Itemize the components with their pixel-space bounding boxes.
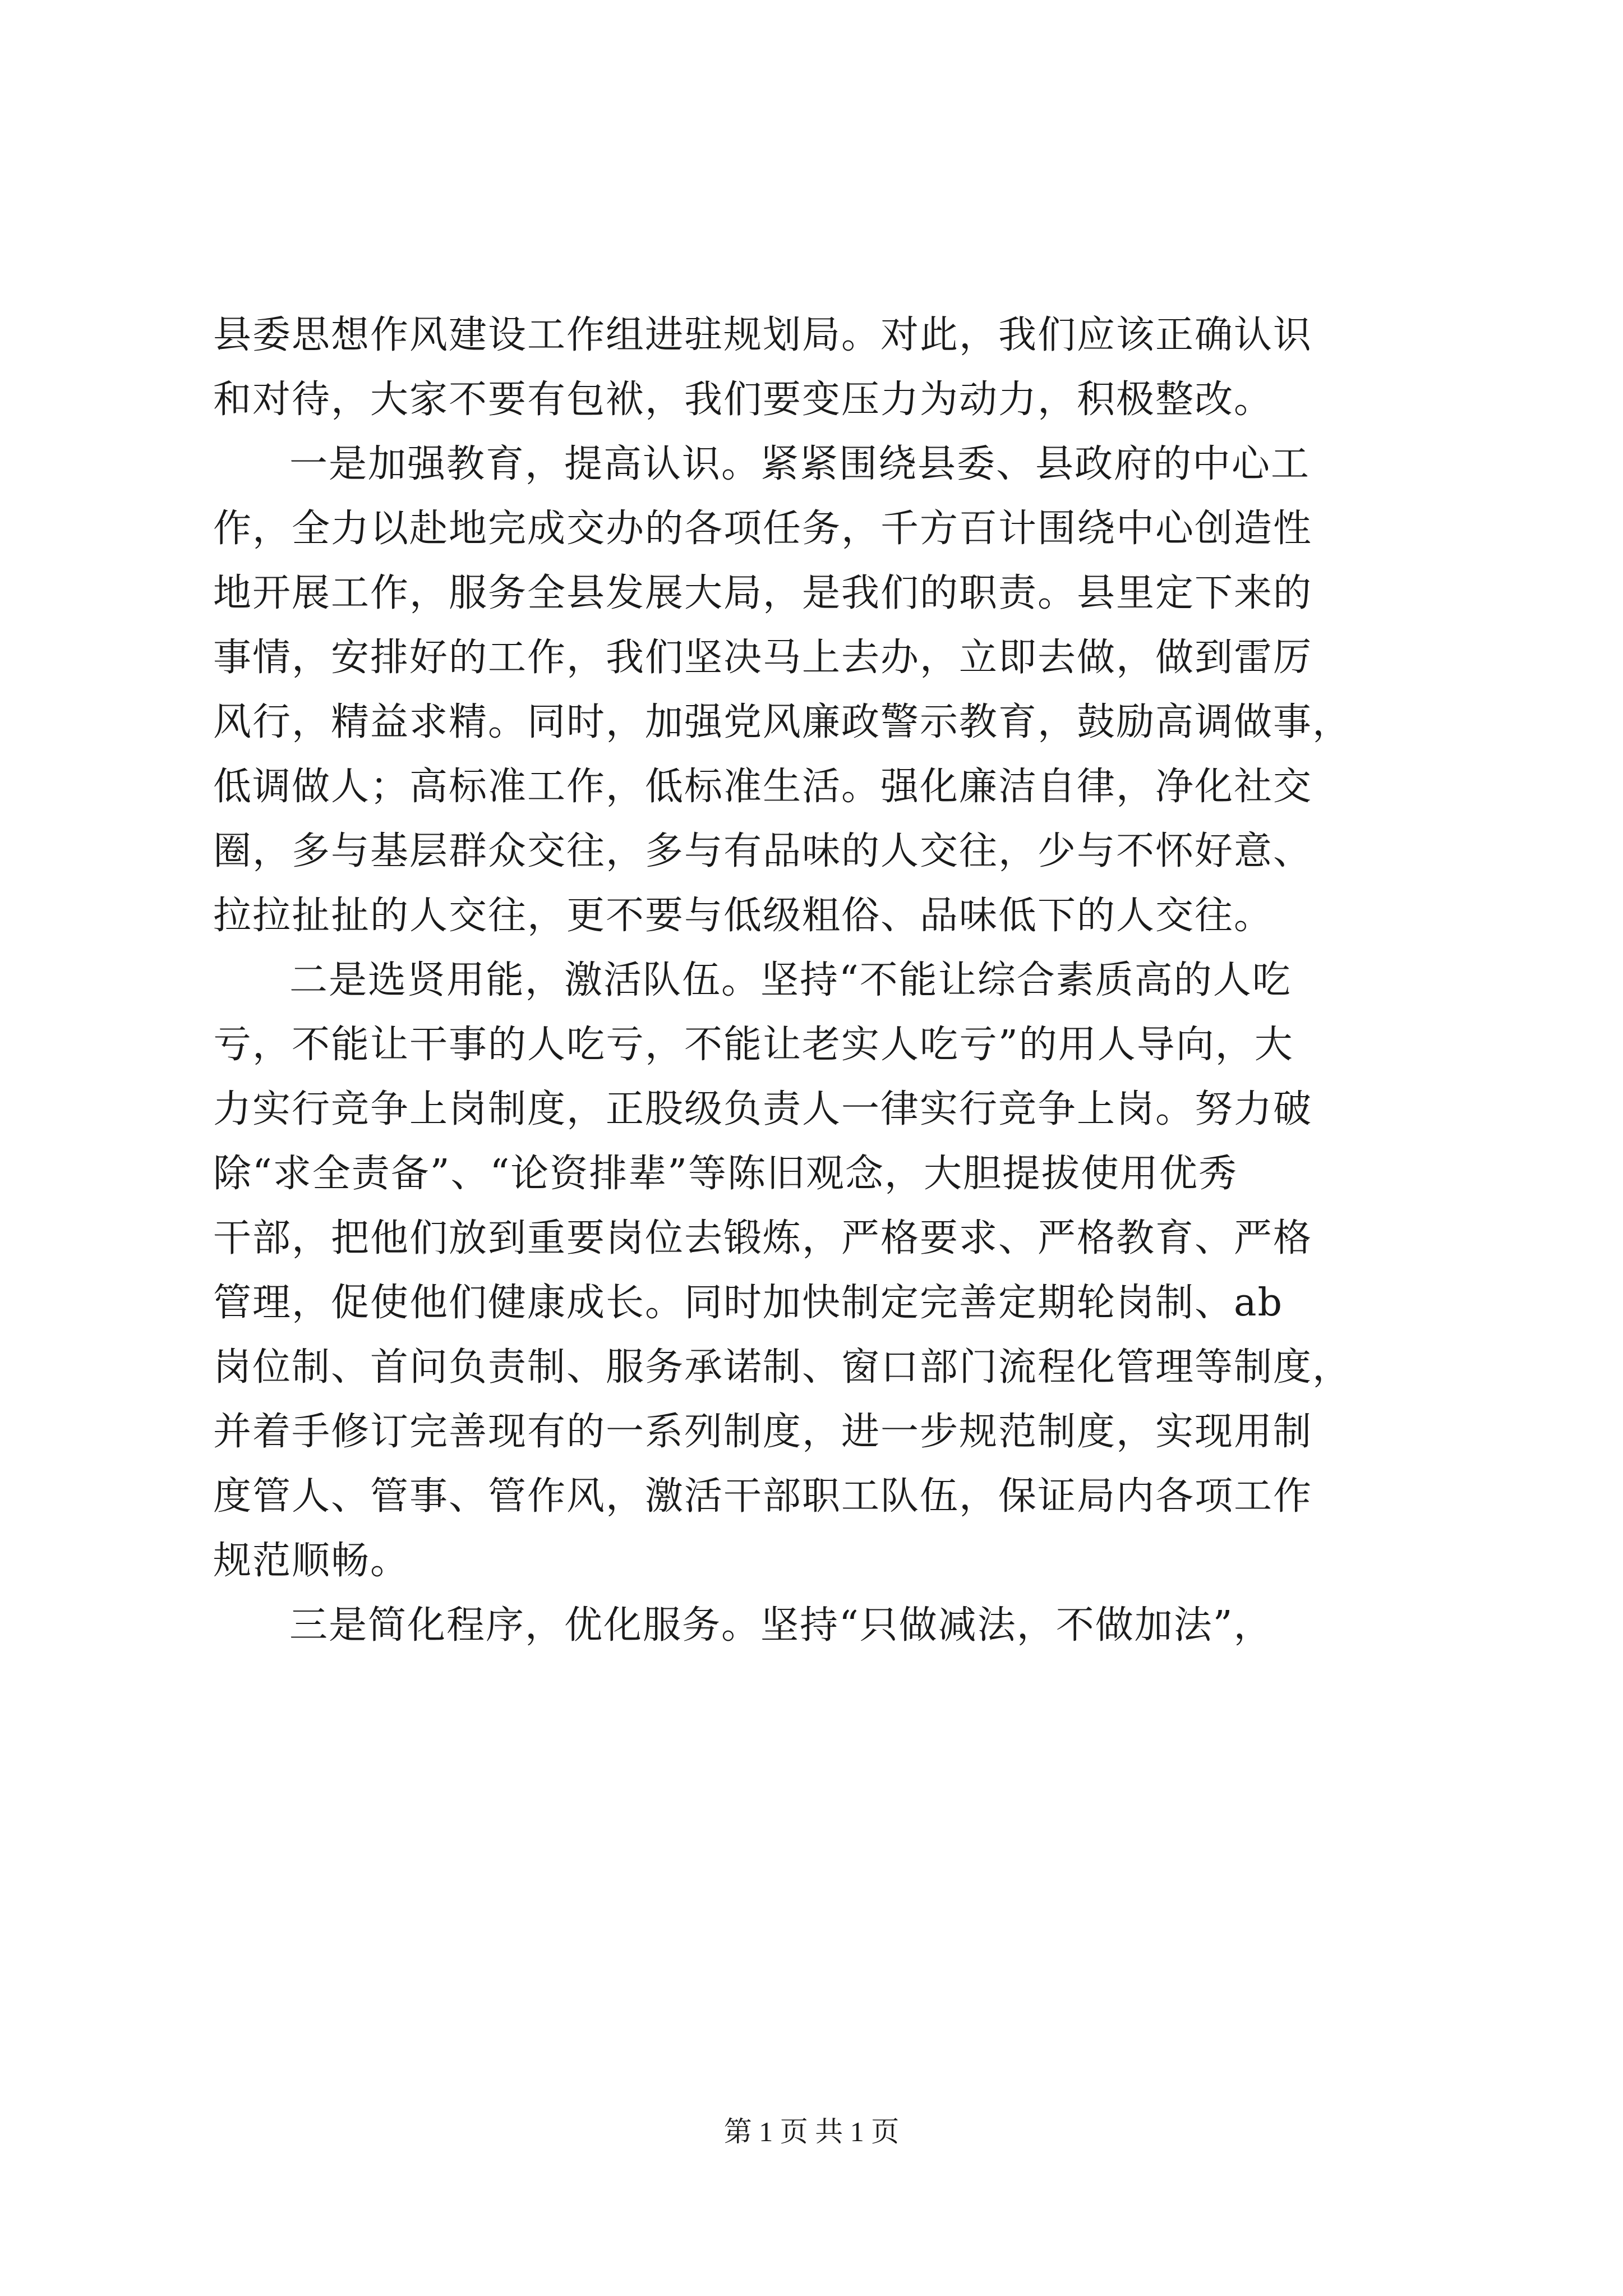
paragraph-start-line: 二是选贤用能，激活队伍。坚持“不能让综合素质高的人吃 (289, 958, 1292, 1002)
text-line: 管理，促使他们健康成长。同时加快制定完善定期轮岗制、ab (213, 1281, 1284, 1325)
text-line: 圈，多与基层群众交往，多与有品味的人交往，少与不怀好意、 (213, 829, 1313, 873)
text-line: 并着手修订完善现有的一系列制度，进一步规范制度，实现用制 (213, 1410, 1313, 1454)
page-footer (0, 2115, 1623, 2148)
paragraph-start-line: 三是简化程序，优化服务。坚持“只做减法，不做加法”， (289, 1603, 1273, 1648)
text-line: 拉拉扯扯的人交往，更不要与低级粗俗、品味低下的人交往。 (213, 894, 1274, 938)
text-line: 县委思想作风建设工作组进驻规划局。对此，我们应该正确认识 (213, 313, 1313, 357)
text-line: 作，全力以赴地完成交办的各项任务，千方百计围绕中心创造性 (213, 507, 1313, 551)
text-line: 风行，精益求精。同时，加强党风廉政警示教育，鼓励高调做事， (213, 700, 1352, 744)
text-line: 亏，不能让干事的人吃亏，不能让老实人吃亏”的用人导向，大 (213, 1023, 1294, 1067)
text-line: 规范顺畅。 (213, 1539, 410, 1583)
text-line: 岗位制、首问负责制、服务承诺制、窗口部门流程化管理等制度， (213, 1345, 1352, 1389)
page-number-label: 第 1 页 共 1 页 (723, 2116, 900, 2147)
text-line: 低调做人；高标准工作，低标准生活。强化廉洁自律，净化社交 (213, 765, 1313, 809)
text-line: 事情，安排好的工作，我们坚决马上去办，立即去做，做到雷厉 (213, 636, 1313, 680)
text-line: 度管人、管事、管作风，激活干部职工队伍，保证局内各项工作 (213, 1474, 1313, 1519)
text-line: 地开展工作，服务全县发展大局，是我们的职责。县里定下来的 (213, 571, 1313, 615)
document-body (213, 303, 1413, 1658)
text-line: 除“求全责备”、“论资排辈”等陈旧观念，大胆提拔使用优秀 (213, 1152, 1238, 1196)
text-line: 干部，把他们放到重要岗位去锻炼，严格要求、严格教育、严格 (213, 1216, 1313, 1260)
text-line: 力实行竞争上岗制度，正股级负责人一律实行竞争上岗。努力破 (213, 1087, 1313, 1131)
text-line: 和对待，大家不要有包袱，我们要变压力为动力，积极整改。 (213, 378, 1274, 422)
paragraph-start-line: 一是加强教育，提高认识。紧紧围绕县委、县政府的中心工 (289, 442, 1311, 486)
